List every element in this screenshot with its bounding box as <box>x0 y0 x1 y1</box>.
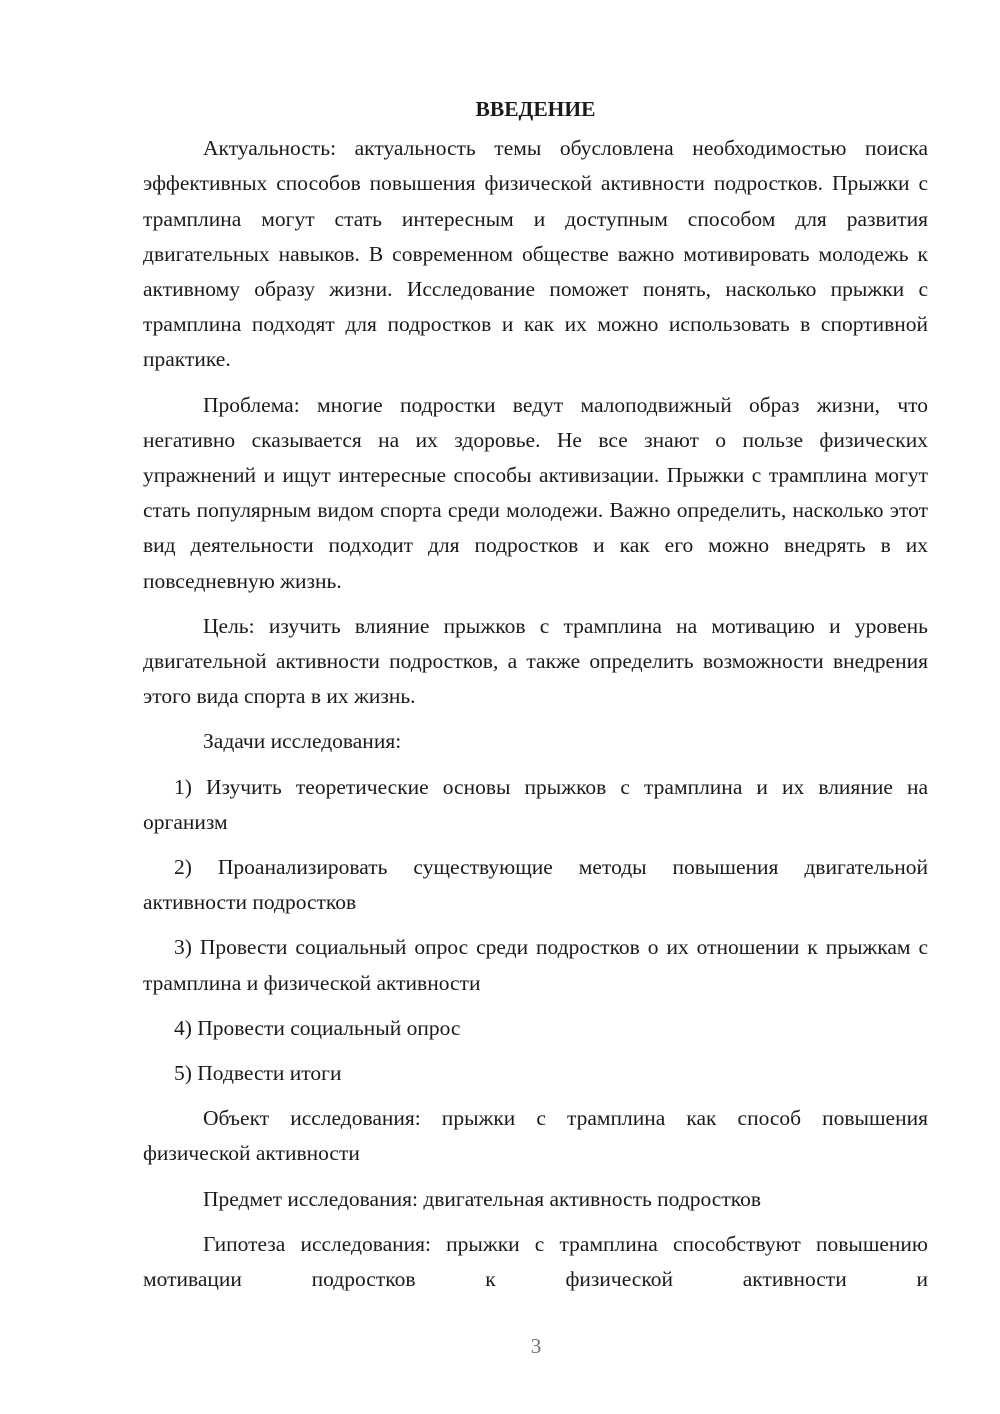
paragraph-hypothesis: Гипотеза исследования: прыжки с трамплина способствуют повышению мотивации подростков к физической активности и <box>143 1231 928 1292</box>
task-item-3: 3) Провести социальный опрос среди подростков о их отношении к прыжкам с трамплина и физической активности <box>143 935 928 995</box>
paragraph-relevance: Актуальность: актуальность темы обусловлена необходимостью поиска эффективных способов повышения физической активности подростков. Прыжки с трамплина могут стать интересным и доступным способом для развития двигательных навыков. В современном обществе важно мотивировать молодежь к активному образу жизни. Исследование поможет понять, насколько прыжки с трамплина подходят для подростков и как их можно использовать в спортивной практике. <box>143 136 928 372</box>
task-item-1: 1) Изучить теоретические основы прыжков с трамплина и их влияние на организм <box>143 774 928 834</box>
paragraph-object: Объект исследования: прыжки с трамплина как способ повышения физической активности <box>143 1106 928 1166</box>
task-item-5: 5) Подвести итоги <box>174 1061 342 1086</box>
page-number: 3 <box>530 1334 542 1358</box>
paragraph-problem: Проблема: многие подростки ведут малоподвижный образ жизни, что негативно сказывается на их здоровье. Не все знают о пользе физических упражнений и ищут интересные способы активизации. Прыжки с трамплина могут стать популярным видом спорта среди молодежи. Важно определить, насколько этот вид деятельности подходит для подростков и как его можно внедрять в их повседневную жизнь. <box>143 392 928 593</box>
task-item-2: 2) Проанализировать существующие методы повышения двигательной активности подростков <box>143 855 928 915</box>
page-content <box>143 92 928 1307</box>
paragraph-goal: Цель: изучить влияние прыжков с трамплина на мотивацию и уровень двигательной активности подростков, а также определить возможности внедрения этого вида спорта в их жизнь. <box>143 613 928 709</box>
task-item-4: 4) Провести социальный опрос <box>174 1015 461 1040</box>
paragraph-subject: Предмет исследования: двигательная активность подростков <box>203 1186 761 1211</box>
section-heading: ВВЕДЕНИЕ <box>475 97 596 121</box>
paragraph-tasks-title: Задачи исследования: <box>203 729 402 754</box>
